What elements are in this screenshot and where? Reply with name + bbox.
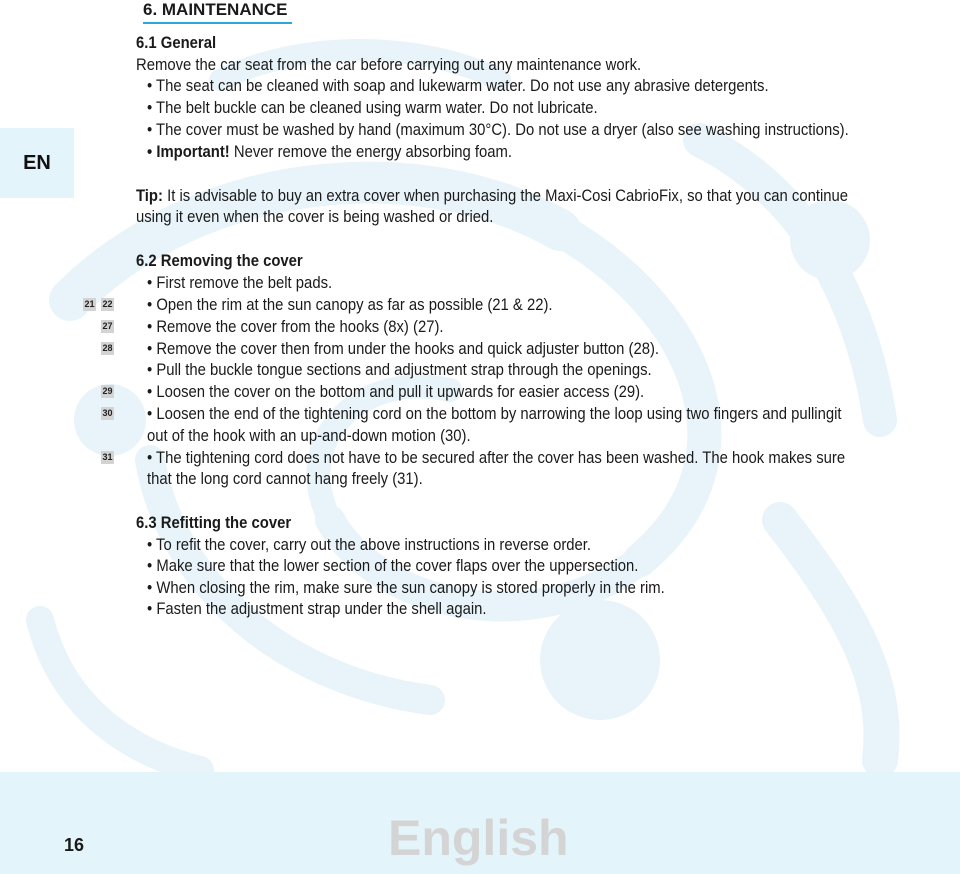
section-title: 6. MAINTENANCE (143, 0, 292, 24)
tip-paragraph-continued: using it even when the cover is being washed or dried. (136, 208, 494, 226)
language-tab: EN (0, 128, 74, 198)
figure-ref: 30 (102, 408, 113, 418)
list-item: • Make sure that the lower section of the cover flaps over the uppersection. (147, 557, 639, 575)
important-text: Never remove the energy absorbing foam. (229, 143, 513, 161)
list-item: • The cover must be washed by hand (maximum 30°C). Do not use a dryer (also see washing instructions). (147, 121, 849, 139)
tip-paragraph (136, 186, 848, 207)
list-item: • The belt buckle can be cleaned using warm water. Do not lubricate. (147, 99, 598, 117)
list-item: • Remove the cover from the hooks (8x) (27). (147, 318, 444, 336)
figure-ref-group (101, 451, 114, 464)
figure-ref-group (101, 407, 114, 420)
paragraph: Remove the car seat from the car before carrying out any maintenance work. (136, 56, 642, 74)
list-item: • Remove the cover then from under the hooks and quick adjuster button (28). (147, 340, 660, 358)
list-item: • Loosen the end of the tightening cord on the bottom by narrowing the loop using two fingers and pullingit (147, 405, 842, 423)
figure-ref: 22 (102, 299, 113, 309)
list-item: • The seat can be cleaned with soap and lukewarm water. Do not use any abrasive detergents. (147, 77, 769, 95)
list-item: • Pull the buckle tongue sections and adjustment strap through the openings. (147, 361, 652, 379)
subsection-heading: 6.2 Removing the cover (136, 252, 303, 270)
list-item: • Open the rim at the sun canopy as far as possible (21 & 22). (147, 296, 553, 314)
figure-ref: 29 (102, 386, 113, 396)
figure-ref-group (101, 320, 114, 333)
figure-ref: 27 (102, 321, 113, 331)
important-label: • Important! (147, 143, 230, 161)
tip-label: Tip: (136, 187, 163, 205)
figure-ref: 28 (102, 343, 113, 353)
list-item: • Fasten the adjustment strap under the shell again. (147, 600, 487, 618)
list-item: • Loosen the cover on the bottom and pull it upwards for easier access (29). (147, 383, 645, 401)
subsection-heading: 6.3 Refitting the cover (136, 514, 292, 532)
list-item: • When closing the rim, make sure the sun canopy is stored properly in the rim. (147, 579, 665, 597)
list-item: • The tightening cord does not have to be secured after the cover has been washed. The hook makes sure (147, 449, 846, 467)
list-item: • To refit the cover, carry out the above instructions in reverse order. (147, 536, 592, 554)
figure-ref-group (101, 385, 114, 398)
figure-ref: 31 (102, 452, 113, 462)
figure-ref: 21 (84, 299, 95, 309)
list-item-continued: that the long cord cannot hang freely (31). (147, 470, 423, 488)
page-number: 16 (63, 835, 85, 855)
tip-text: It is advisable to buy an extra cover when purchasing the Maxi-Cosi CabrioFix, so that you can continue (162, 187, 849, 205)
subsection-heading: 6.1 General (136, 34, 217, 52)
list-item (147, 142, 512, 163)
list-item-continued: out of the hook with an up-and-down motion (30). (147, 427, 471, 445)
figure-ref-group (101, 342, 114, 355)
footer-language-title: English (388, 810, 569, 866)
figure-ref-group (83, 298, 114, 311)
list-item: • First remove the belt pads. (147, 274, 333, 292)
